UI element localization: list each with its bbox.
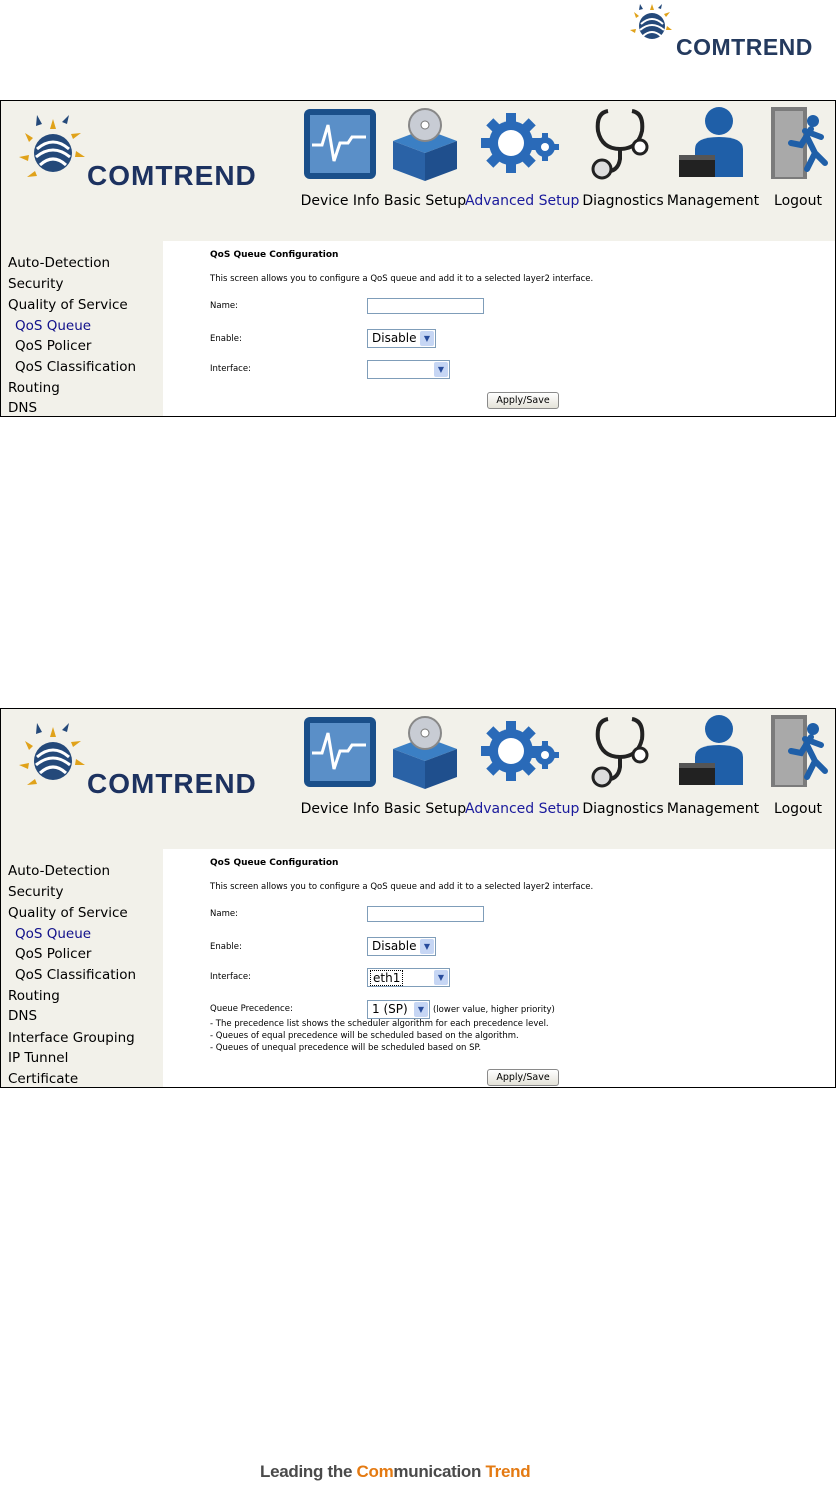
- basic-setup-icon: [385, 103, 465, 183]
- nav-label: Logout: [774, 193, 822, 209]
- sidebar-item-auto-detection[interactable]: Auto-Detection: [8, 255, 111, 271]
- nav-diagnostics[interactable]: [582, 103, 664, 213]
- queue-precedence-select[interactable]: [367, 1000, 430, 1019]
- interface-label: Interface:: [210, 972, 251, 982]
- advanced-setup-gear-icon: [475, 711, 565, 791]
- apply-save-button[interactable]: Apply/Save: [487, 1069, 559, 1086]
- sidebar-item-certificate[interactable]: Certificate: [8, 1071, 79, 1087]
- sidebar-item-routing[interactable]: Routing: [8, 988, 60, 1004]
- sidebar-item-qos-queue[interactable]: QoS Queue: [15, 318, 92, 334]
- name-input[interactable]: [367, 906, 484, 922]
- sidebar: [1, 241, 163, 416]
- nav-label: Management: [666, 801, 760, 817]
- footer-highlight: Com: [356, 1462, 394, 1481]
- management-user-icon: [673, 103, 753, 183]
- interface-select[interactable]: [367, 360, 450, 379]
- sidebar-item-auto-detection[interactable]: Auto-Detection: [8, 863, 111, 879]
- interface-select-value: eth1: [370, 970, 403, 986]
- banner-logo-text: COMTREND: [87, 160, 257, 191]
- page-description: This screen allows you to configure a QoS queue and add it to a selected layer2 interface.: [210, 882, 594, 892]
- basic-setup-icon: [385, 711, 465, 791]
- banner-logo: [15, 105, 280, 215]
- apply-save-button[interactable]: Apply/Save: [487, 392, 559, 409]
- sidebar: [1, 849, 163, 1087]
- queue-precedence-hint: (lower value, higher priority): [433, 1005, 555, 1015]
- interface-label: Interface:: [210, 364, 251, 374]
- nav-label: Device Info: [300, 801, 380, 817]
- nav-advanced-setup[interactable]: [465, 711, 580, 821]
- precedence-note: - Queues of equal precedence will be scheduled based on the algorithm.: [210, 1031, 519, 1041]
- sidebar-item-qos-policer[interactable]: QoS Policer: [15, 338, 92, 354]
- name-input[interactable]: [367, 298, 484, 314]
- nav-label: Diagnostics: [582, 193, 664, 209]
- nav-advanced-setup[interactable]: [465, 103, 580, 213]
- nav-label: Basic Setup: [383, 193, 467, 209]
- comtrend-globe-icon: [15, 105, 87, 195]
- footer-tagline: [260, 1462, 530, 1482]
- sidebar-item-qos-classification[interactable]: QoS Classification: [15, 967, 137, 983]
- chevron-down-icon: ▼: [434, 362, 448, 377]
- chevron-down-icon: ▼: [420, 331, 434, 346]
- footer-text: Leading the: [260, 1462, 357, 1481]
- nav-label: Advanced Setup: [465, 801, 580, 817]
- management-user-icon: [673, 711, 753, 791]
- sidebar-item-interface-grouping[interactable]: Interface Grouping: [8, 1030, 135, 1046]
- nav-device-info[interactable]: [301, 711, 379, 821]
- enable-select-value: Disable: [372, 939, 417, 953]
- enable-select-value: Disable: [372, 331, 417, 345]
- chevron-down-icon: ▼: [434, 970, 448, 985]
- nav-label: Logout: [774, 801, 822, 817]
- page-title: QoS Queue Configuration: [210, 858, 339, 868]
- nav-management[interactable]: [666, 711, 760, 821]
- name-label: Name:: [210, 301, 238, 311]
- precedence-note: - The precedence list shows the scheduler algorithm for each precedence level.: [210, 1019, 549, 1029]
- banner-logo-text: COMTREND: [87, 768, 257, 799]
- interface-select[interactable]: [367, 968, 450, 987]
- qos-queue-screenshot-1: [0, 100, 836, 417]
- queue-precedence-label: Queue Precedence:: [210, 1004, 293, 1014]
- sidebar-item-ip-tunnel[interactable]: IP Tunnel: [8, 1050, 69, 1066]
- sidebar-item-dns[interactable]: DNS: [8, 1008, 38, 1024]
- page-logo-text: COMTREND: [676, 34, 813, 60]
- comtrend-globe-icon: [15, 713, 87, 803]
- enable-select[interactable]: [367, 937, 436, 956]
- nav-basic-setup[interactable]: [385, 711, 465, 821]
- content: [163, 241, 835, 416]
- sidebar-item-quality-of-service[interactable]: Quality of Service: [8, 297, 128, 313]
- enable-select[interactable]: [367, 329, 436, 348]
- device-info-icon: [302, 711, 378, 791]
- sidebar-item-security[interactable]: Security: [8, 884, 64, 900]
- stethoscope-icon: [588, 103, 658, 183]
- nav-basic-setup[interactable]: [385, 103, 465, 213]
- chevron-down-icon: ▼: [414, 1002, 428, 1017]
- stethoscope-icon: [588, 711, 658, 791]
- logout-door-icon: [765, 711, 831, 791]
- logout-door-icon: [765, 103, 831, 183]
- nav-device-info[interactable]: [301, 103, 379, 213]
- enable-label: Enable:: [210, 334, 242, 344]
- banner: [1, 101, 835, 241]
- chevron-down-icon: ▼: [420, 939, 434, 954]
- comtrend-page-logo: [626, 0, 832, 62]
- nav-label: Advanced Setup: [465, 193, 580, 209]
- nav-logout[interactable]: [765, 103, 831, 213]
- sidebar-item-qos-policer[interactable]: QoS Policer: [15, 946, 92, 962]
- sidebar-item-security[interactable]: Security: [8, 276, 64, 292]
- footer-highlight: Trend: [485, 1462, 531, 1481]
- comtrend-globe-icon: [626, 0, 676, 60]
- nav-management[interactable]: [666, 103, 760, 213]
- enable-label: Enable:: [210, 942, 242, 952]
- content: [163, 849, 835, 1087]
- page-title: QoS Queue Configuration: [210, 250, 339, 260]
- name-label: Name:: [210, 909, 238, 919]
- banner-logo: [15, 713, 280, 823]
- precedence-note: - Queues of unequal precedence will be scheduled based on SP.: [210, 1043, 482, 1053]
- qos-queue-screenshot-2: [0, 708, 836, 1088]
- sidebar-item-routing[interactable]: Routing: [8, 380, 60, 396]
- nav-logout[interactable]: [765, 711, 831, 821]
- nav-label: Diagnostics: [582, 801, 664, 817]
- nav-diagnostics[interactable]: [582, 711, 664, 821]
- nav-label: Device Info: [300, 193, 380, 209]
- sidebar-item-quality-of-service[interactable]: Quality of Service: [8, 905, 128, 921]
- sidebar-item-qos-queue[interactable]: QoS Queue: [15, 926, 92, 942]
- sidebar-item-dns[interactable]: DNS: [8, 400, 38, 416]
- banner: [1, 709, 835, 849]
- advanced-setup-gear-icon: [475, 103, 565, 183]
- nav-label: Management: [666, 193, 760, 209]
- page-description: This screen allows you to configure a QoS queue and add it to a selected layer2 interface.: [210, 274, 594, 284]
- device-info-icon: [302, 103, 378, 183]
- nav-label: Basic Setup: [383, 801, 467, 817]
- sidebar-item-qos-classification[interactable]: QoS Classification: [15, 359, 137, 375]
- footer-text: munication: [393, 1462, 486, 1481]
- queue-precedence-select-value: 1 (SP): [372, 1002, 408, 1016]
